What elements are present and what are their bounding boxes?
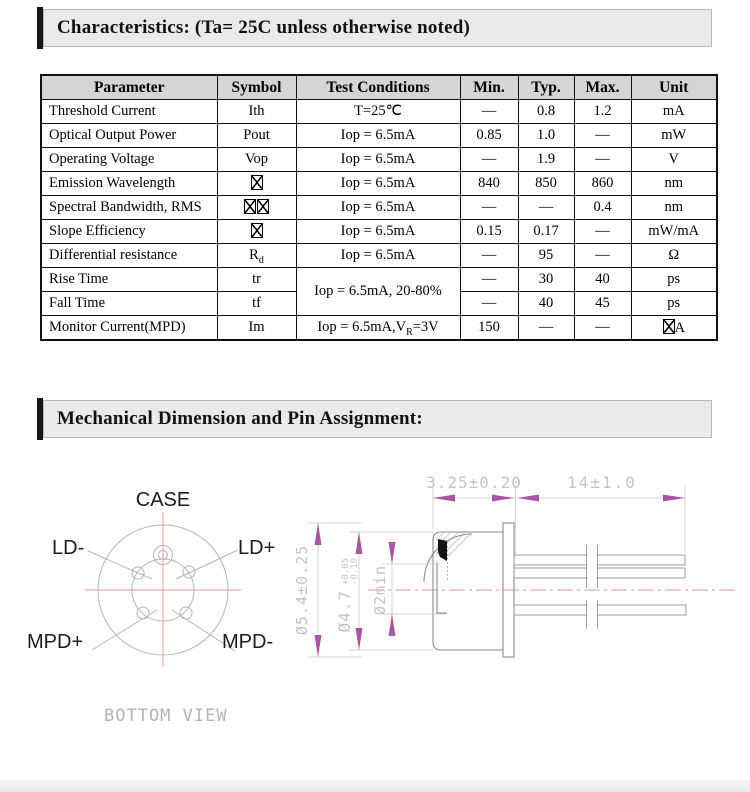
test-conditions-cell: Iop = 6.5mA <box>296 244 460 268</box>
lead-top-1 <box>514 555 685 565</box>
max-cell: 0.4 <box>574 196 631 220</box>
symbol-cell <box>217 196 296 220</box>
table-row <box>41 316 717 341</box>
typ-cell: 0.17 <box>518 220 574 244</box>
unit-cell: Ω <box>631 244 717 268</box>
unit-cell: nm <box>631 196 717 220</box>
typ-cell: 30 <box>518 268 574 292</box>
test-conditions-cell: T=25℃ <box>296 100 460 124</box>
column-header: Test Conditions <box>296 75 460 100</box>
table-header-row <box>41 75 717 100</box>
max-cell: 45 <box>574 292 631 316</box>
unit-cell: ps <box>631 268 717 292</box>
min-cell: — <box>460 148 518 172</box>
section-title: Mechanical Dimension and Pin Assignment: <box>57 408 423 429</box>
unit-cell: V <box>631 148 717 172</box>
table-row <box>41 148 717 172</box>
column-header: Parameter <box>41 75 217 100</box>
table-row <box>41 100 717 124</box>
max-cell: 40 <box>574 268 631 292</box>
table-row <box>41 196 717 220</box>
dim-cap-diameter-tol-upper: +0.05 <box>341 557 351 585</box>
dim-cap-diameter-group <box>335 558 360 633</box>
max-cell: — <box>574 316 631 341</box>
min-cell: — <box>460 100 518 124</box>
dim-aperture: Ø2min <box>371 564 389 616</box>
ld-minus-label: LD- <box>52 537 85 559</box>
case-label: CASE <box>135 489 191 511</box>
mechanical-drawing <box>0 450 750 750</box>
symbol-cell: Vop <box>217 148 296 172</box>
table-row <box>41 124 717 148</box>
min-cell: — <box>460 196 518 220</box>
min-cell: 0.85 <box>460 124 518 148</box>
min-cell: — <box>460 292 518 316</box>
test-conditions-cell: Iop = 6.5mA, 20-80% <box>296 268 460 316</box>
symbol-cell: $R_d$ <box>217 244 296 268</box>
test-conditions-cell: Iop = 6.5mA <box>296 220 460 244</box>
min-cell: — <box>460 244 518 268</box>
chip-element <box>438 539 447 561</box>
lead-bottom <box>514 605 686 615</box>
missing-glyph-box <box>257 199 269 214</box>
missing-glyph-box <box>663 319 675 334</box>
typ-cell: — <box>518 316 574 341</box>
dim-cap-length: 3.25±0.20 <box>426 473 522 492</box>
break-mask-top <box>588 550 597 583</box>
typ-cell: — <box>518 196 574 220</box>
mpd-plus-label: MPD+ <box>27 631 84 653</box>
mpd-minus-label: MPD- <box>222 631 274 653</box>
section-title: Characteristics: (Ta= 25C unless otherwise noted) <box>57 17 471 38</box>
max-cell: 1.2 <box>574 100 631 124</box>
symbol-cell: tf <box>217 292 296 316</box>
section-header-mechanical <box>37 400 712 438</box>
parameter-cell: Slope Efficiency <box>41 220 217 244</box>
column-header: Typ. <box>518 75 574 100</box>
unit-cell: mW/mA <box>631 220 717 244</box>
max-cell: — <box>574 148 631 172</box>
missing-glyph-box <box>251 223 263 238</box>
unit-cell: mW <box>631 124 717 148</box>
pin-labels <box>27 489 275 653</box>
table-row <box>41 268 717 292</box>
unit-cell: nm <box>631 172 717 196</box>
symbol-cell: Im <box>217 316 296 341</box>
characteristics-table <box>40 74 718 341</box>
column-header: Unit <box>631 75 717 100</box>
table-row <box>41 172 717 196</box>
parameter-cell: Fall Time <box>41 292 217 316</box>
max-cell: — <box>574 124 631 148</box>
parameter-cell: Differential resistance <box>41 244 217 268</box>
test-conditions-cell: Iop = 6.5mA <box>296 196 460 220</box>
typ-cell: 1.9 <box>518 148 574 172</box>
break-mask-bottom <box>588 601 597 620</box>
table-row <box>41 244 717 268</box>
unit-cell: ps <box>631 292 717 316</box>
parameter-cell: Optical Output Power <box>41 124 217 148</box>
pin-mpd-minus <box>180 607 192 619</box>
max-cell: — <box>574 244 631 268</box>
parameter-cell: Threshold Current <box>41 100 217 124</box>
typ-cell: 850 <box>518 172 574 196</box>
min-cell: 840 <box>460 172 518 196</box>
column-header: Min. <box>460 75 518 100</box>
crosshair-lines <box>85 512 241 667</box>
characteristics-table-container <box>40 74 718 341</box>
test-conditions-cell: Iop = 6.5mA <box>296 172 460 196</box>
missing-glyph-box <box>251 175 263 190</box>
section-title-bar <box>43 9 712 47</box>
section-header-characteristics <box>37 9 712 47</box>
bottom-view <box>27 489 275 726</box>
dimension-texts <box>293 473 637 635</box>
side-view <box>293 473 735 657</box>
symbol-cell <box>217 172 296 196</box>
symbol-cell <box>217 220 296 244</box>
section-title-bar <box>43 400 712 438</box>
table-row <box>41 220 717 244</box>
pin-ld-plus <box>183 566 195 578</box>
dim-lead-length: 14±1.0 <box>567 473 637 492</box>
test-conditions-cell: Iop = 6.5mA <box>296 148 460 172</box>
dim-cap-diameter-tol-lower: -0.10 <box>350 557 360 585</box>
unit-cell: mA <box>631 100 717 124</box>
ld-plus-label: LD+ <box>238 537 276 559</box>
column-header: Max. <box>574 75 631 100</box>
min-cell: 0.15 <box>460 220 518 244</box>
test-conditions-cell: Iop = $6.5mA,V_R=3V$ <box>296 316 460 341</box>
typ-cell: 95 <box>518 244 574 268</box>
typ-cell: 0.8 <box>518 100 574 124</box>
symbol-cell: Pout <box>217 124 296 148</box>
symbol-cell: tr <box>217 268 296 292</box>
bore-step <box>437 562 447 613</box>
leads <box>514 555 686 615</box>
dim-cap-diameter: Ø4.7 <box>335 590 354 633</box>
bottom-view-caption: BOTTOM VIEW <box>104 706 228 726</box>
typ-cell: 1.0 <box>518 124 574 148</box>
missing-glyph-box <box>244 199 256 214</box>
parameter-cell: Rise Time <box>41 268 217 292</box>
test-conditions-cell: Iop = 6.5mA <box>296 124 460 148</box>
symbol-cell: Ith <box>217 100 296 124</box>
parameter-cell: Emission Wavelength <box>41 172 217 196</box>
parameter-cell: Monitor Current(MPD) <box>41 316 217 341</box>
min-cell: 150 <box>460 316 518 341</box>
page-bottom-strip <box>0 780 750 792</box>
unit-cell: A <box>631 316 717 341</box>
column-header: Symbol <box>217 75 296 100</box>
max-cell: 860 <box>574 172 631 196</box>
dimension-lines <box>308 486 685 657</box>
dim-flange-diameter: Ø5.4±0.25 <box>293 544 311 636</box>
typ-cell: 40 <box>518 292 574 316</box>
pin-mpd-plus <box>137 607 149 619</box>
lead-top-2 <box>514 568 685 578</box>
parameter-cell: Operating Voltage <box>41 148 217 172</box>
parameter-cell: Spectral Bandwidth, RMS <box>41 196 217 220</box>
min-cell: — <box>460 268 518 292</box>
max-cell: — <box>574 220 631 244</box>
